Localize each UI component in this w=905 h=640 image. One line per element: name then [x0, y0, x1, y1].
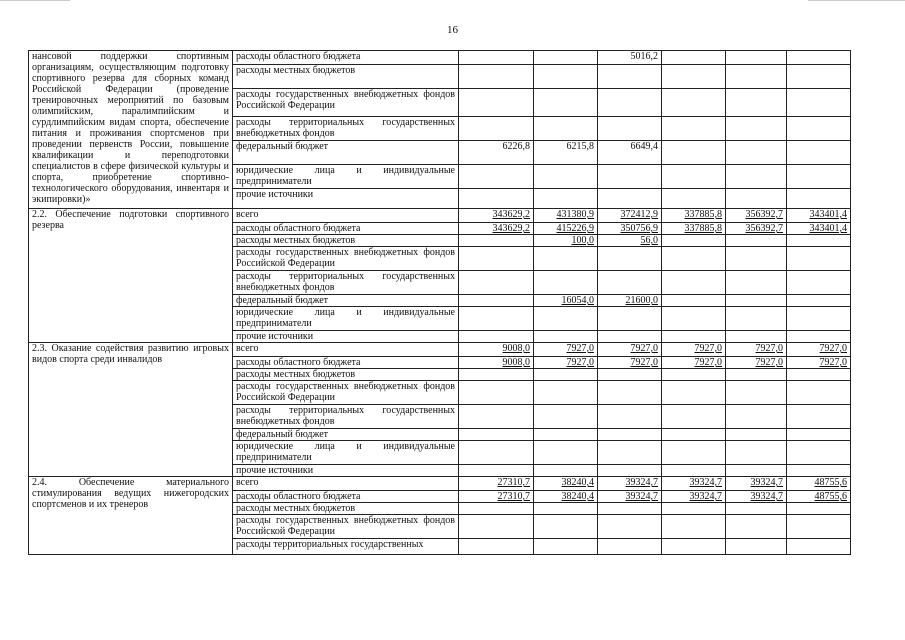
funding-source-cell: расходы местных бюджетов: [233, 235, 459, 247]
amount-cell: [787, 141, 851, 165]
amount-cell: [726, 165, 787, 189]
amount-cell: [662, 539, 726, 555]
amount-cell: 7927,0: [662, 357, 726, 369]
amount-cell: [459, 539, 534, 555]
amount-cell: [726, 441, 787, 465]
amount-cell: [459, 117, 534, 141]
amount-cell: [459, 189, 534, 209]
amount-cell: [662, 165, 726, 189]
amount-cell: [726, 331, 787, 343]
funding-source-cell: расходы местных бюджетов: [233, 503, 459, 515]
amount-cell: 431380,9: [534, 209, 598, 223]
amount-cell: [534, 429, 598, 441]
amount-cell: [534, 465, 598, 477]
amount-cell: 9008,0: [459, 343, 534, 357]
amount-cell: [459, 51, 534, 65]
amount-cell: 7927,0: [726, 343, 787, 357]
amount-cell: [598, 271, 662, 295]
amount-cell: [787, 539, 851, 555]
amount-cell: [662, 307, 726, 331]
funding-source-cell: федеральный бюджет: [233, 141, 459, 165]
amount-cell: [662, 429, 726, 441]
amount-cell: 356392,7: [726, 223, 787, 235]
amount-cell: [726, 117, 787, 141]
amount-cell: 7927,0: [598, 357, 662, 369]
amount-cell: 6226,8: [459, 141, 534, 165]
amount-cell: [459, 271, 534, 295]
amount-cell: [534, 65, 598, 89]
amount-cell: 39324,7: [662, 491, 726, 503]
amount-cell: [662, 141, 726, 165]
funding-source-cell: расходы государственных внебюджетных фондов Российской Федерации: [233, 515, 459, 539]
amount-cell: 343629,2: [459, 223, 534, 235]
amount-cell: [598, 331, 662, 343]
amount-cell: [534, 165, 598, 189]
table-row: [29, 477, 851, 491]
amount-cell: [726, 381, 787, 405]
amount-cell: [787, 331, 851, 343]
amount-cell: [459, 515, 534, 539]
budget-table-body: [29, 51, 851, 555]
funding-source-cell: юридические лица и индивидуальные предприниматели: [233, 165, 459, 189]
amount-cell: [534, 369, 598, 381]
amount-cell: [459, 307, 534, 331]
amount-cell: [598, 117, 662, 141]
amount-cell: [598, 369, 662, 381]
amount-cell: 7927,0: [534, 357, 598, 369]
funding-source-cell: федеральный бюджет: [233, 295, 459, 307]
amount-cell: 356392,7: [726, 209, 787, 223]
table-row: [29, 51, 851, 65]
amount-cell: [662, 65, 726, 89]
amount-cell: [787, 405, 851, 429]
activity-name-cell: 2.3. Оказание содействия развитию игровых видов спорта среди инвалидов: [29, 343, 233, 477]
amount-cell: 27310,7: [459, 477, 534, 491]
amount-cell: [787, 51, 851, 65]
amount-cell: 6649,4: [598, 141, 662, 165]
amount-cell: [787, 441, 851, 465]
funding-source-cell: расходы областного бюджета: [233, 223, 459, 235]
amount-cell: 39324,7: [726, 477, 787, 491]
amount-cell: 9008,0: [459, 357, 534, 369]
page-number: 16: [447, 24, 458, 36]
amount-cell: [662, 465, 726, 477]
amount-cell: [598, 247, 662, 271]
amount-cell: [459, 247, 534, 271]
funding-source-cell: прочие источники: [233, 189, 459, 209]
amount-cell: [726, 465, 787, 477]
amount-cell: [534, 515, 598, 539]
amount-cell: 372412,9: [598, 209, 662, 223]
amount-cell: 39324,7: [598, 491, 662, 503]
funding-source-cell: расходы областного бюджета: [233, 357, 459, 369]
amount-cell: 21600,0: [598, 295, 662, 307]
amount-cell: 5016,2: [598, 51, 662, 65]
amount-cell: 343629,2: [459, 209, 534, 223]
amount-cell: 27310,7: [459, 491, 534, 503]
amount-cell: [726, 271, 787, 295]
funding-source-cell: расходы территориальных государственных внебюджетных фондов: [233, 271, 459, 295]
amount-cell: [662, 381, 726, 405]
amount-cell: [534, 247, 598, 271]
funding-source-cell: юридические лица и индивидуальные предприниматели: [233, 441, 459, 465]
amount-cell: [534, 503, 598, 515]
amount-cell: [534, 331, 598, 343]
amount-cell: [459, 429, 534, 441]
funding-source-cell: расходы местных бюджетов: [233, 369, 459, 381]
amount-cell: [662, 503, 726, 515]
amount-cell: [459, 381, 534, 405]
funding-source-cell: расходы государственных внебюджетных фондов Российской Федерации: [233, 89, 459, 117]
amount-cell: [787, 307, 851, 331]
amount-cell: [787, 271, 851, 295]
amount-cell: [598, 381, 662, 405]
funding-source-cell: расходы государственных внебюджетных фондов Российской Федерации: [233, 381, 459, 405]
funding-source-cell: расходы областного бюджета: [233, 491, 459, 503]
amount-cell: [534, 189, 598, 209]
amount-cell: [787, 515, 851, 539]
amount-cell: [662, 271, 726, 295]
amount-cell: 39324,7: [598, 477, 662, 491]
amount-cell: [726, 51, 787, 65]
funding-source-cell: прочие источники: [233, 465, 459, 477]
amount-cell: [726, 307, 787, 331]
top-edge-rule-right: [808, 0, 905, 1]
funding-source-cell: расходы территориальных государственных внебюджетных фондов: [233, 405, 459, 429]
amount-cell: 350756,9: [598, 223, 662, 235]
funding-source-cell: федеральный бюджет: [233, 429, 459, 441]
amount-cell: 6215,8: [534, 141, 598, 165]
amount-cell: [534, 271, 598, 295]
amount-cell: 16054,0: [534, 295, 598, 307]
amount-cell: [598, 189, 662, 209]
amount-cell: [726, 503, 787, 515]
amount-cell: [662, 405, 726, 429]
amount-cell: [787, 117, 851, 141]
funding-source-cell: расходы областного бюджета: [233, 51, 459, 65]
amount-cell: 56,0: [598, 235, 662, 247]
amount-cell: 7927,0: [726, 357, 787, 369]
amount-cell: [662, 235, 726, 247]
amount-cell: [787, 369, 851, 381]
amount-cell: [787, 235, 851, 247]
amount-cell: [726, 405, 787, 429]
amount-cell: [726, 515, 787, 539]
amount-cell: 48755,6: [787, 491, 851, 503]
funding-source-cell: расходы территориальных государственных: [233, 539, 459, 555]
amount-cell: [459, 331, 534, 343]
amount-cell: [726, 141, 787, 165]
funding-source-cell: всего: [233, 343, 459, 357]
amount-cell: [787, 247, 851, 271]
amount-cell: [534, 89, 598, 117]
amount-cell: 38240,4: [534, 491, 598, 503]
amount-cell: 337885,8: [662, 209, 726, 223]
amount-cell: [787, 381, 851, 405]
amount-cell: [726, 189, 787, 209]
amount-cell: [662, 189, 726, 209]
amount-cell: [598, 515, 662, 539]
amount-cell: [598, 307, 662, 331]
amount-cell: [787, 503, 851, 515]
amount-cell: [598, 405, 662, 429]
activity-name-cell: 2.2. Обеспечение подготовки спортивного резерва: [29, 209, 233, 343]
activity-name-cell: нансовой поддержки спортивным организациям, осуществляющим подготовку спортивного резерва для сборных команд Российской Федерации (проведение тренировочных мероприятий по базовым олимпийским, паралимпийским и сурдлимпийским видам спорта, обеспечение питания и проживания спортсменов при проведении первенств России, повышение квалификации и переподготовки специалистов в сфере физической культуры и спорта, приобретение спортивно-технологического оборудования, инвентаря и экипировки)»: [29, 51, 233, 209]
amount-cell: 337885,8: [662, 223, 726, 235]
amount-cell: [598, 429, 662, 441]
amount-cell: [598, 89, 662, 117]
amount-cell: [598, 539, 662, 555]
funding-source-cell: прочие источники: [233, 331, 459, 343]
top-edge-rule-left: [0, 0, 70, 1]
amount-cell: [459, 89, 534, 117]
amount-cell: [662, 515, 726, 539]
amount-cell: [598, 465, 662, 477]
amount-cell: 7927,0: [598, 343, 662, 357]
amount-cell: 48755,6: [787, 477, 851, 491]
funding-source-cell: юридические лица и индивидуальные предприниматели: [233, 307, 459, 331]
amount-cell: [662, 51, 726, 65]
amount-cell: [726, 89, 787, 117]
amount-cell: [534, 117, 598, 141]
amount-cell: [534, 405, 598, 429]
funding-source-cell: расходы местных бюджетов: [233, 65, 459, 89]
amount-cell: [459, 369, 534, 381]
amount-cell: [459, 65, 534, 89]
amount-cell: [726, 235, 787, 247]
amount-cell: [598, 65, 662, 89]
amount-cell: 415226,9: [534, 223, 598, 235]
amount-cell: [787, 295, 851, 307]
amount-cell: 39324,7: [726, 491, 787, 503]
amount-cell: [534, 307, 598, 331]
amount-cell: [598, 165, 662, 189]
amount-cell: [787, 89, 851, 117]
amount-cell: [726, 295, 787, 307]
amount-cell: [459, 235, 534, 247]
amount-cell: [726, 65, 787, 89]
amount-cell: 38240,4: [534, 477, 598, 491]
amount-cell: 7927,0: [787, 343, 851, 357]
amount-cell: [662, 89, 726, 117]
amount-cell: 7927,0: [787, 357, 851, 369]
amount-cell: [459, 441, 534, 465]
amount-cell: 7927,0: [662, 343, 726, 357]
amount-cell: [662, 247, 726, 271]
budget-table: [28, 50, 851, 555]
amount-cell: [726, 539, 787, 555]
amount-cell: [459, 503, 534, 515]
amount-cell: 39324,7: [662, 477, 726, 491]
amount-cell: [662, 441, 726, 465]
amount-cell: [787, 65, 851, 89]
budget-table-sheet: [28, 50, 850, 584]
amount-cell: [459, 465, 534, 477]
amount-cell: [662, 117, 726, 141]
amount-cell: [662, 295, 726, 307]
amount-cell: 100,0: [534, 235, 598, 247]
amount-cell: [726, 247, 787, 271]
amount-cell: [726, 429, 787, 441]
amount-cell: [459, 405, 534, 429]
funding-source-cell: всего: [233, 477, 459, 491]
funding-source-cell: расходы территориальных государственных внебюджетных фондов: [233, 117, 459, 141]
amount-cell: [787, 465, 851, 477]
amount-cell: [534, 381, 598, 405]
amount-cell: [534, 539, 598, 555]
funding-source-cell: расходы государственных внебюджетных фондов Российской Федерации: [233, 247, 459, 271]
amount-cell: [534, 441, 598, 465]
amount-cell: [726, 369, 787, 381]
amount-cell: [459, 165, 534, 189]
amount-cell: [534, 51, 598, 65]
amount-cell: [662, 331, 726, 343]
amount-cell: [598, 503, 662, 515]
amount-cell: 343401,4: [787, 223, 851, 235]
activity-name-cell: 2.4. Обеспечение материального стимулирования ведущих нижегородских спортсменов и их тренеров: [29, 477, 233, 555]
funding-source-cell: всего: [233, 209, 459, 223]
amount-cell: [787, 189, 851, 209]
amount-cell: [787, 429, 851, 441]
amount-cell: [459, 295, 534, 307]
amount-cell: [787, 165, 851, 189]
amount-cell: [662, 369, 726, 381]
table-row: [29, 343, 851, 357]
amount-cell: [598, 441, 662, 465]
amount-cell: 343401,4: [787, 209, 851, 223]
table-row: [29, 209, 851, 223]
amount-cell: 7927,0: [534, 343, 598, 357]
